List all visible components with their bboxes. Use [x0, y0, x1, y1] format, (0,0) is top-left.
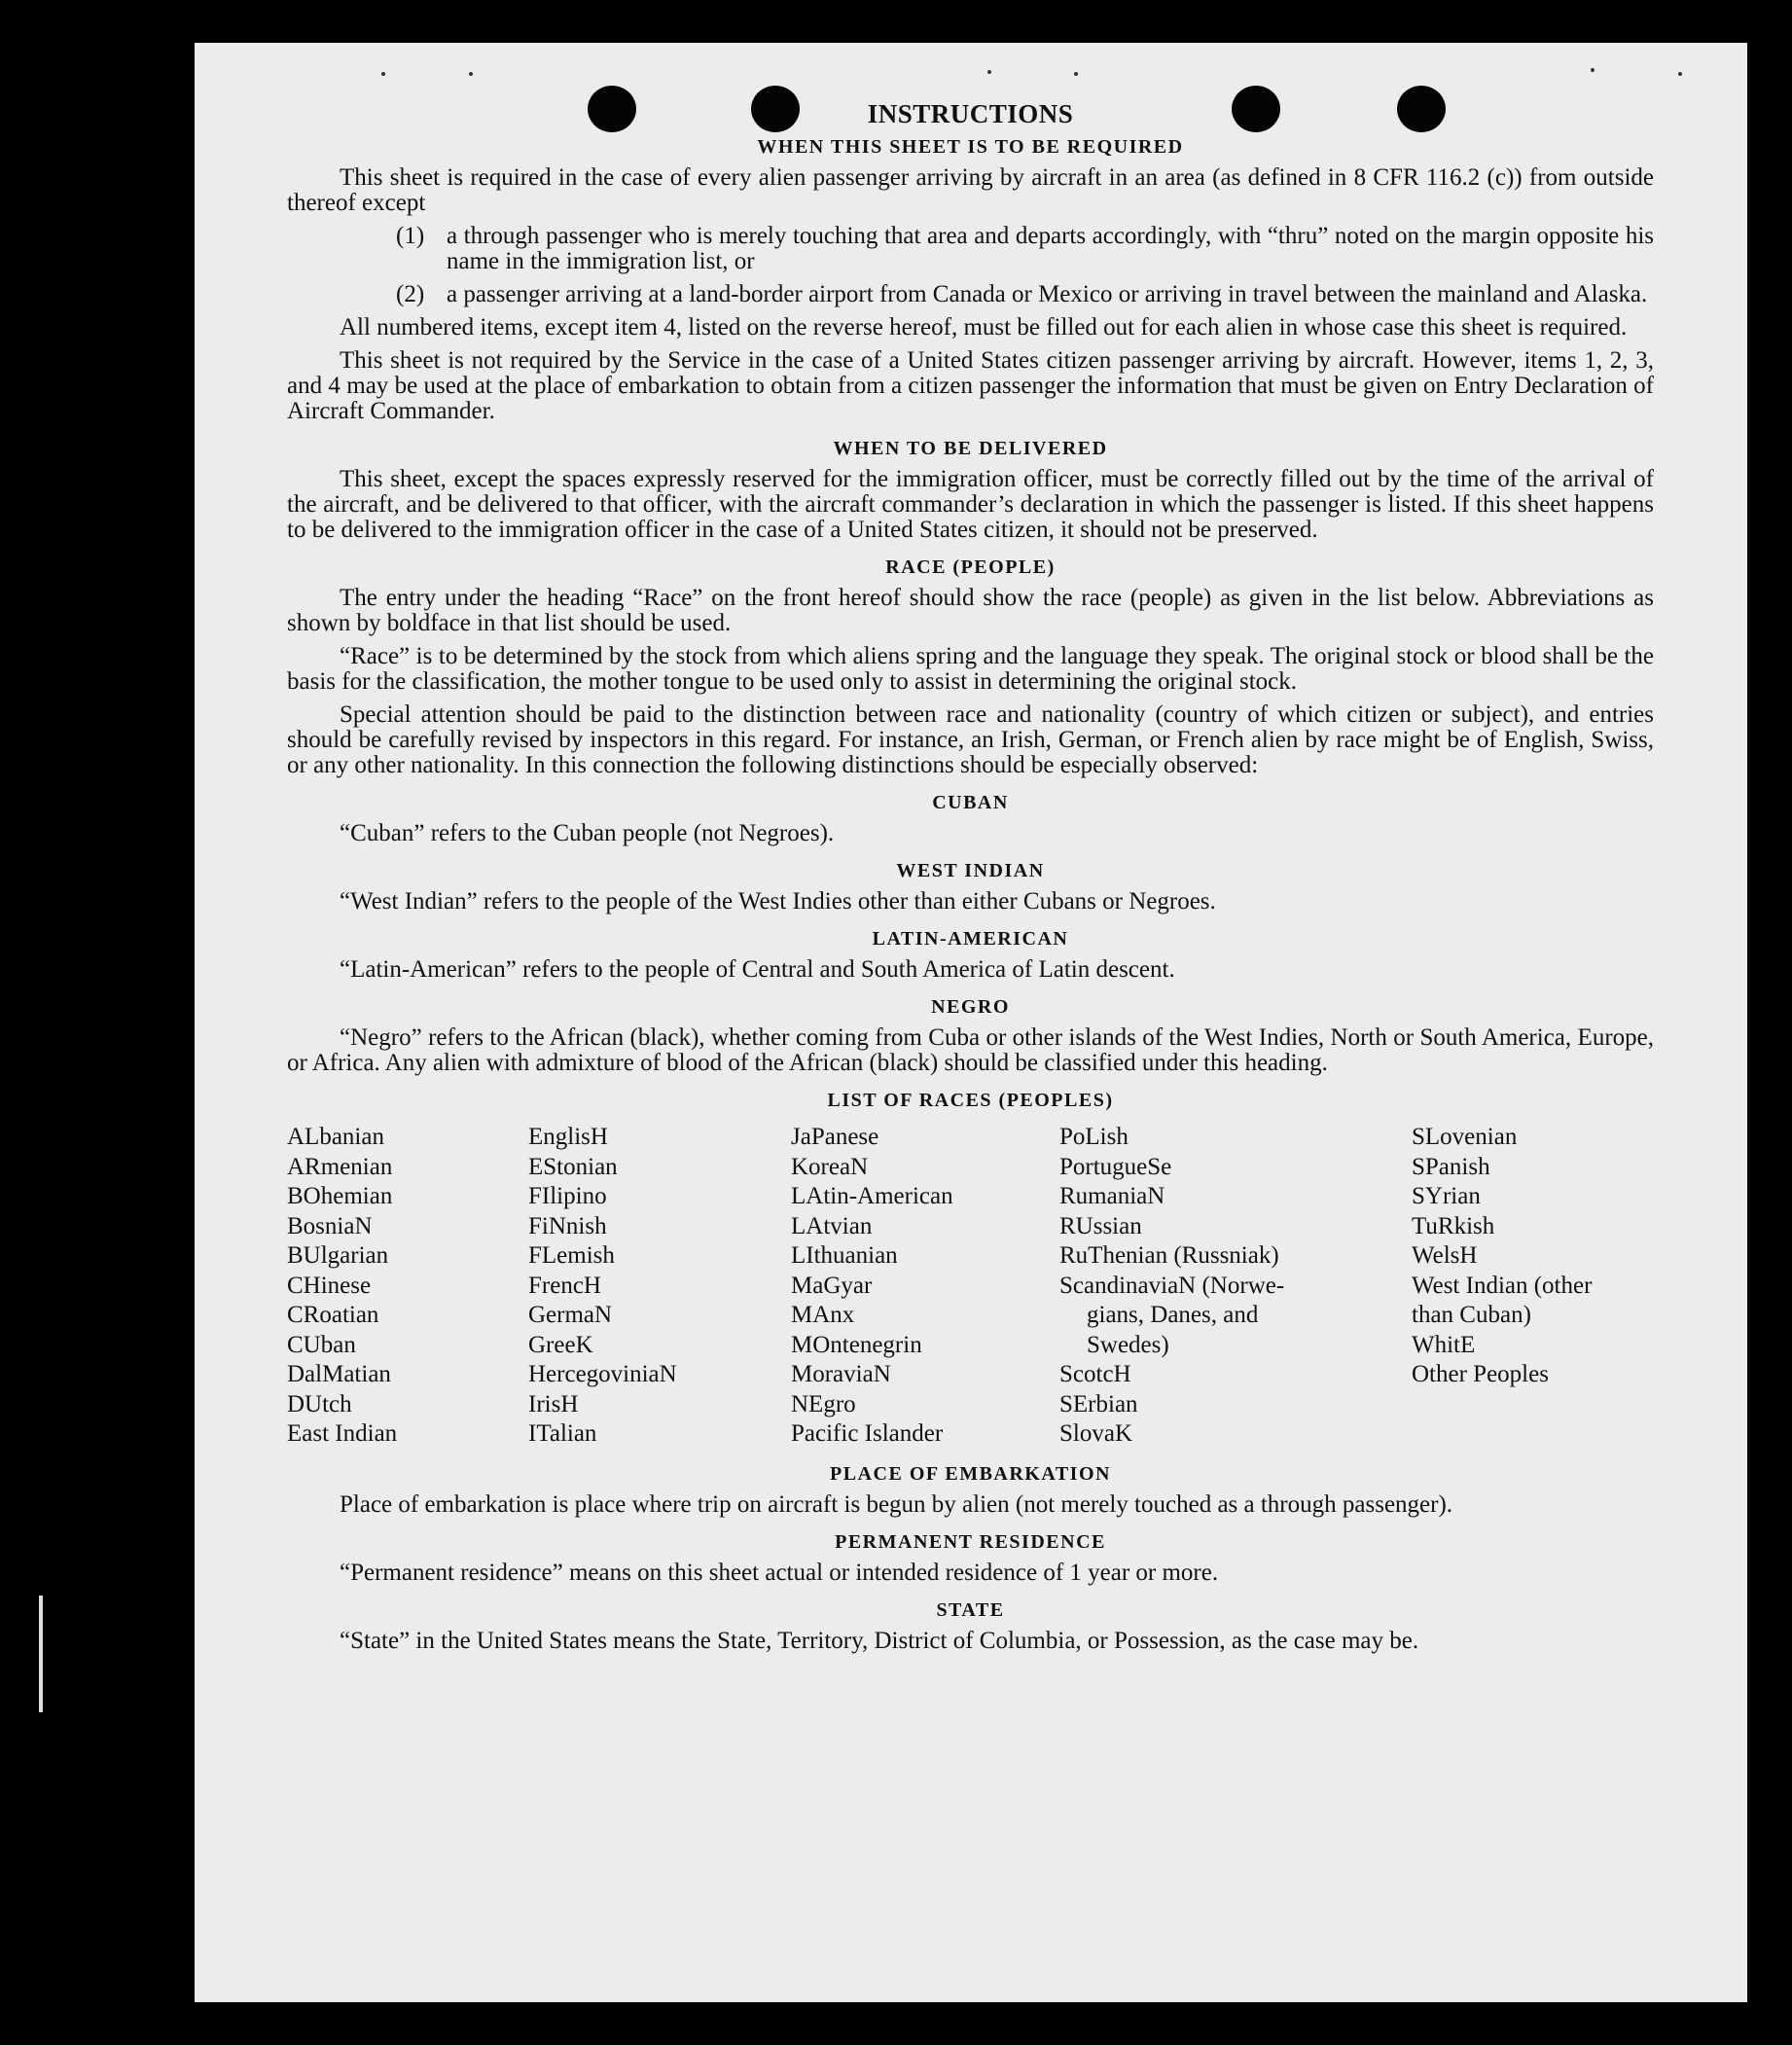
race-entry: KoreaN — [791, 1153, 869, 1180]
race-entry: FIlipino — [528, 1183, 607, 1209]
race-entry: ScotcH — [1059, 1361, 1131, 1387]
race-entry: CHinese — [287, 1272, 372, 1299]
race-entry: RumaniaN — [1059, 1183, 1165, 1209]
race-entry: ITalian — [528, 1420, 597, 1447]
race-entry: JaPanese — [791, 1124, 879, 1150]
races-column — [1412, 1123, 1654, 1450]
section-heading-embarkation: PLACE OF EMBARKATION — [830, 1462, 1111, 1485]
race-entry: EStonian — [528, 1153, 618, 1180]
paragraph: “Race” is to be determined by the stock from which aliens spring and the language they speak. The original stock or blood shall be the basis for the classification, the mother tongue to be used only to assist in determining the original stock. — [287, 643, 1654, 695]
race-entry: MOntenegrin — [791, 1331, 922, 1358]
race-entry: SlovaK — [1059, 1420, 1132, 1447]
exception-item — [396, 282, 1654, 307]
speck — [987, 70, 991, 74]
race-entry: Pacific Islander — [791, 1420, 944, 1447]
speck — [1074, 72, 1078, 76]
section-heading-race: RACE (PEOPLE) — [885, 556, 1056, 578]
item-number: (1) — [396, 223, 425, 249]
race-entry: than Cuban) — [1412, 1302, 1531, 1328]
paragraph: “Permanent residence” means on this sheet actual or intended residence of 1 year or more. — [340, 1559, 1219, 1586]
race-entry: IrisH — [528, 1390, 579, 1417]
race-entry: LIthuanian — [791, 1242, 898, 1269]
paragraph: “West Indian” refers to the people of the West Indies other than either Cubans or Negroes. — [340, 888, 1216, 915]
race-entry: LAtin-American — [791, 1183, 953, 1209]
paragraph: “Latin-American” refers to the people of Central and South America of Latin descent. — [340, 956, 1175, 983]
paragraph: “Negro” refers to the African (black), whether coming from Cuba or other islands of the West Indies, North or South America, Europe, or Africa. Any alien with admixture of blood of the African (black) should be classified under this heading. — [287, 1024, 1654, 1076]
races-column — [287, 1123, 528, 1450]
instructions-content — [287, 101, 1654, 1662]
race-entry: TuRkish — [1412, 1212, 1495, 1239]
race-entry: RUssian — [1059, 1212, 1142, 1239]
race-entry: FiNnish — [528, 1212, 607, 1239]
item-text: a through passenger who is merely touching that area and departs accordingly, with “thru” noted on the margin opposite his name in the immigration list, or — [447, 223, 1654, 274]
race-entry: EnglisH — [528, 1124, 608, 1150]
speck — [1678, 72, 1682, 76]
race-entry: ARmenian — [287, 1153, 393, 1180]
race-entry: BOhemian — [287, 1183, 393, 1209]
paragraph: This sheet is not required by the Service in the case of a United States citizen passenger arriving by aircraft. However, items 1, 2, 3, and 4 may be used at the place of embarkation to obtain from a citizen passenger the information that must be given on Entry Declaration of Aircraft Commander. — [287, 347, 1654, 424]
race-entry: SErbian — [1059, 1390, 1138, 1417]
race-entry: ScandinaviaN (Norwe- — [1059, 1272, 1285, 1299]
race-entry: CRoatian — [287, 1302, 379, 1328]
races-column — [1059, 1123, 1412, 1450]
race-entry: CUban — [287, 1331, 356, 1358]
race-entry: PortugueSe — [1059, 1153, 1172, 1180]
paragraph: “Cuban” refers to the Cuban people (not Negroes). — [340, 820, 835, 846]
section-heading-negro: NEGRO — [931, 996, 1010, 1018]
race-entry: gians, Danes, and — [1087, 1302, 1259, 1328]
race-entry: BosniaN — [287, 1212, 373, 1239]
section-heading-when-required: WHEN THIS SHEET IS TO BE REQUIRED — [757, 136, 1184, 158]
paragraph: This sheet is required in the case of every alien passenger arriving by aircraft in an area (as defined in 8 CFR 116.2 (c)) from outside thereof except — [287, 164, 1654, 216]
paragraph: “State” in the United States means the State, Territory, District of Columbia, or Possession, as the case may be. — [340, 1627, 1419, 1654]
section-heading-latin-american: LATIN-AMERICAN — [872, 928, 1069, 950]
race-entry: FrencH — [528, 1272, 601, 1299]
section-heading-state: STATE — [936, 1598, 1005, 1621]
race-entry: West Indian (other — [1412, 1272, 1593, 1299]
speck — [469, 72, 473, 76]
paragraph: Place of embarkation is place where trip on aircraft is begun by alien (not merely touched as a through passenger). — [340, 1490, 1453, 1518]
race-entry: FLemish — [528, 1242, 615, 1269]
exception-item — [396, 224, 1654, 274]
race-entry: WelsH — [1412, 1242, 1478, 1269]
race-entry: LAtvian — [791, 1212, 873, 1239]
race-entry: MAnx — [791, 1302, 855, 1328]
race-entry: PoLish — [1059, 1124, 1129, 1150]
paragraph: Special attention should be paid to the distinction between race and nationality (country of which citizen or subject), and entries should be carefully revised by inspectors in this regard. For instance, an Irish, German, or French alien by race might be of English, Swiss, or any other nationality. In this connection the following distinctions should be especially observed: — [287, 701, 1654, 778]
races-column — [791, 1123, 1059, 1450]
race-entry: GreeK — [528, 1331, 593, 1358]
section-heading-west-indian: WEST INDIAN — [896, 860, 1045, 881]
section-heading-residence: PERMANENT RESIDENCE — [835, 1530, 1106, 1553]
paragraph: All numbered items, except item 4, listed on the reverse hereof, must be filled out for each alien in whose case this sheet is required. — [340, 314, 1628, 341]
speck — [1591, 68, 1595, 72]
section-heading-list-of-races: LIST OF RACES (PEOPLES) — [827, 1090, 1114, 1111]
section-heading-cuban: CUBAN — [932, 792, 1009, 813]
race-entry: DalMatian — [287, 1361, 391, 1387]
race-entry: BUlgarian — [287, 1242, 389, 1269]
race-entry: WhitE — [1412, 1331, 1476, 1358]
race-entry: Other Peoples — [1412, 1361, 1549, 1387]
race-entry: RuThenian (Russniak) — [1059, 1242, 1279, 1269]
race-entry: SPanish — [1412, 1153, 1490, 1180]
race-entry: MaGyar — [791, 1272, 873, 1299]
race-entry: SLovenian — [1412, 1124, 1518, 1150]
race-entry: Swedes) — [1087, 1331, 1169, 1358]
speck — [381, 72, 385, 76]
race-entry: East Indian — [287, 1420, 398, 1447]
races-list — [287, 1123, 1654, 1450]
race-entry: MoraviaN — [791, 1361, 891, 1387]
page-title: INSTRUCTIONS — [867, 99, 1074, 128]
race-entry: ALbanian — [287, 1124, 384, 1150]
scan-artifact — [39, 1596, 43, 1712]
document-page — [195, 43, 1747, 2002]
item-number: (2) — [396, 281, 425, 307]
paragraph: This sheet, except the spaces expressly reserved for the immigration officer, must be correctly filled out by the time of the arrival of the aircraft, and be delivered to that officer, with the aircraft commander’s declaration in which the passenger is listed. If this sheet happens to be delivered to the immigration officer in the case of a United States citizen, it should not be preserved. — [287, 466, 1654, 543]
races-column — [528, 1123, 791, 1450]
race-entry: NEgro — [791, 1390, 856, 1417]
race-entry: HercegoviniaN — [528, 1361, 677, 1387]
item-text: a passenger arriving at a land-border airport from Canada or Mexico or arriving in travel between the mainland and Alaska. — [447, 281, 1648, 307]
race-entry: GermaN — [528, 1302, 613, 1328]
paragraph: The entry under the heading “Race” on the front hereof should show the race (people) as given in the list below. Abbreviations as shown by boldface in that list should be used. — [287, 585, 1654, 636]
section-heading-when-delivered: WHEN TO BE DELIVERED — [833, 438, 1108, 459]
race-entry: DUtch — [287, 1390, 352, 1417]
race-entry: SYrian — [1412, 1183, 1481, 1209]
